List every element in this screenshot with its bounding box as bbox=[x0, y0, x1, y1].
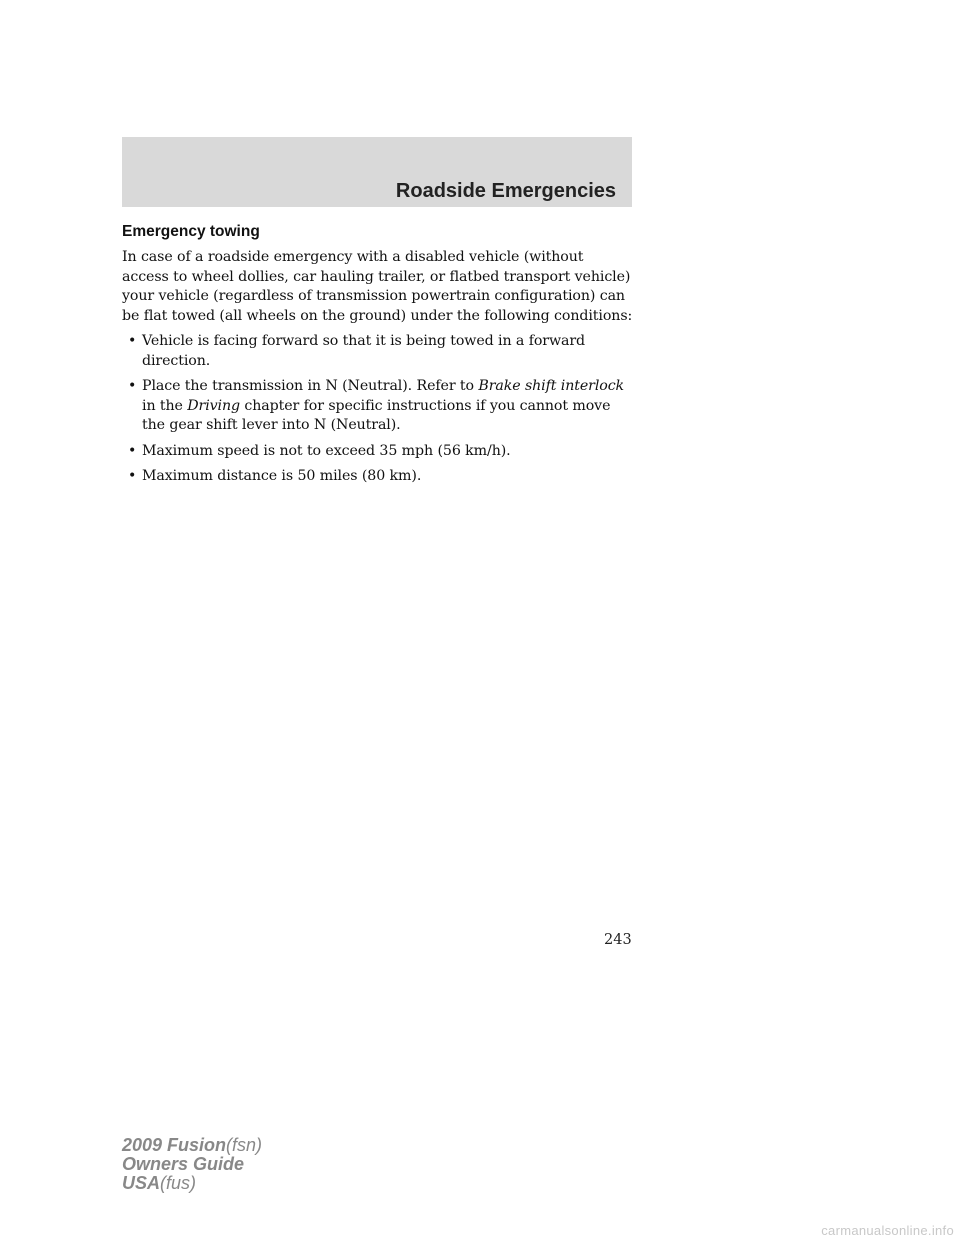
intro-paragraph: In case of a roadside emergency with a disabled vehicle (without access to wheel dollies, car hauling trailer, or flatbed transport vehicle) your vehicle (regardless of transmission powertrain configuration) can be flat towed (all wheels on the ground) under the following conditions: bbox=[122, 249, 633, 324]
list-item bbox=[122, 377, 634, 436]
bullet-icon: • bbox=[128, 333, 137, 349]
condition-list bbox=[122, 332, 634, 487]
footer-market-code: (fus) bbox=[160, 1173, 197, 1193]
footer-model: 2009 Fusion bbox=[122, 1135, 227, 1155]
footer-line-market bbox=[122, 1174, 262, 1193]
reference-brake-shift-interlock: Brake shift interlock bbox=[478, 378, 625, 394]
list-item-text-part: in the bbox=[142, 397, 188, 414]
section-header-band bbox=[122, 137, 632, 207]
bullet-icon: • bbox=[128, 468, 137, 484]
reference-driving-chapter: Driving bbox=[187, 397, 241, 414]
section-heading: Emergency towing bbox=[122, 223, 260, 240]
list-item-text: Maximum distance is 50 miles (80 km). bbox=[142, 468, 422, 484]
footer-guide: Owners Guide bbox=[122, 1154, 245, 1174]
page-content bbox=[122, 222, 634, 493]
footer-model-code: (fsn) bbox=[226, 1135, 263, 1155]
list-item bbox=[122, 332, 634, 371]
list-item bbox=[122, 467, 634, 487]
bullet-icon: • bbox=[128, 442, 137, 459]
document-footer bbox=[122, 1136, 262, 1193]
footer-line-guide bbox=[122, 1155, 262, 1174]
list-item-text: Vehicle is facing forward so that it is being towed in a forward direction. bbox=[142, 333, 586, 369]
section-title: Roadside Emergencies bbox=[395, 180, 616, 202]
list-item-text: Maximum speed is not to exceed 35 mph (56 km/h). bbox=[142, 442, 511, 459]
list-item bbox=[122, 442, 634, 462]
footer-line-model bbox=[122, 1136, 262, 1155]
page-number: 243 bbox=[604, 932, 632, 948]
list-item-text-part: Place the transmission in N (Neutral). Refer to bbox=[142, 378, 479, 394]
footer-market: USA bbox=[122, 1173, 161, 1193]
watermark: carmanualsonline.info bbox=[821, 1223, 954, 1238]
bullet-icon: • bbox=[128, 378, 137, 394]
list-item-text-part: chapter for specific instructions if you cannot move the gear shift lever into N (Neutral). bbox=[142, 397, 611, 433]
